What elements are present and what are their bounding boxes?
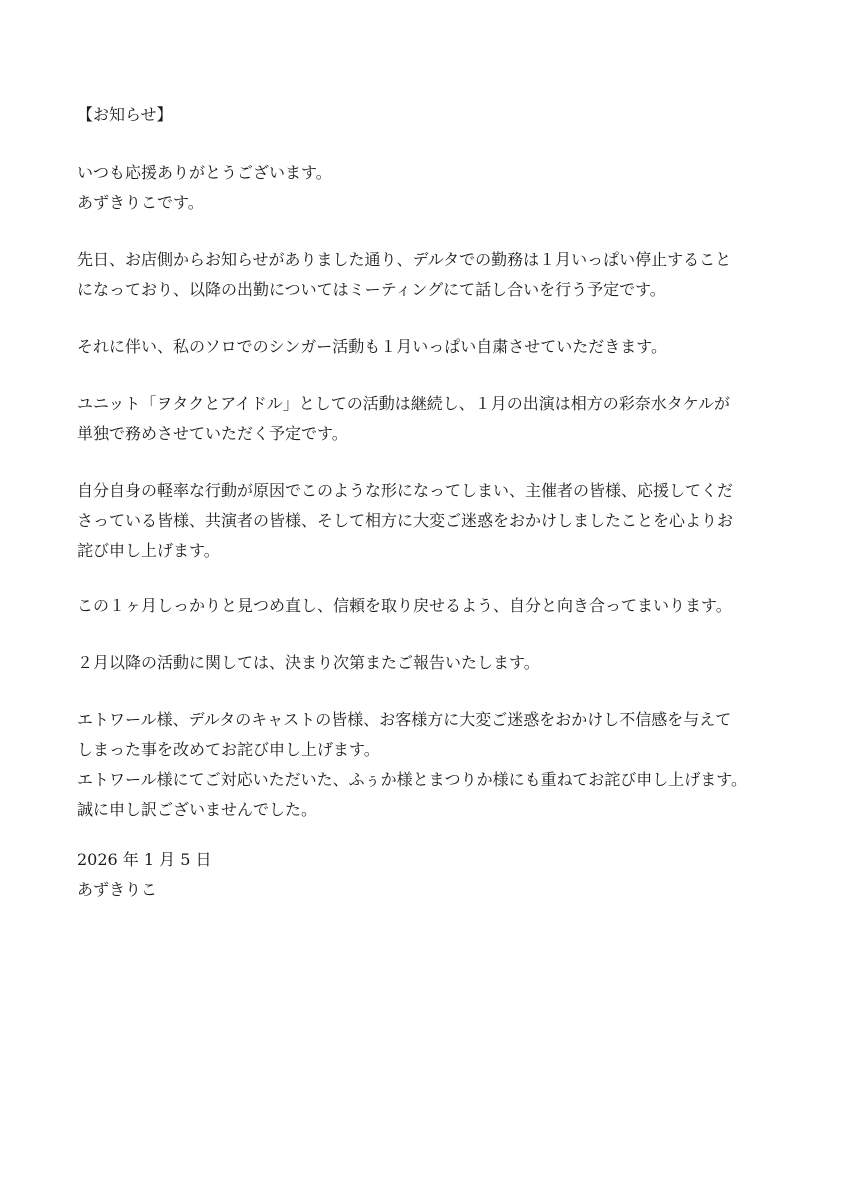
notice-heading — [77, 100, 777, 130]
paragraph-line: エトワール様にてご対応いただいた、ふぅか様とまつりか様にも重ねてお詫び申し上げます。 — [77, 770, 748, 789]
paragraph-5 — [77, 591, 777, 621]
paragraph-1 — [77, 245, 777, 305]
paragraph-line: しまった事を改めてお詫び申し上げます。 — [77, 740, 380, 759]
greeting-paragraph — [77, 158, 777, 218]
paragraph-line: それに伴い、私のソロでのシンガー活動も１月いっぱい自粛させていただきます。 — [77, 337, 668, 356]
paragraph-7 — [77, 705, 777, 825]
paragraph-4 — [77, 476, 777, 566]
paragraph-line: ２月以降の活動に関しては、決まり次第またご報告いたします。 — [77, 653, 540, 672]
notice-date: 2026 年 1 月 5 日 — [77, 850, 212, 869]
paragraph-line: 先日、お店側からお知らせがありました通り、デルタでの勤務は１月いっぱい停止すること — [77, 250, 732, 269]
paragraph-line: 詫び申し上げます。 — [77, 541, 220, 560]
paragraph-2 — [77, 332, 777, 362]
greeting-line: いつも応援ありがとうございます。 — [77, 163, 332, 182]
closing-block — [77, 845, 777, 905]
paragraph-line: さっている皆様、共演者の皆様、そして相方に大変ご迷惑をおかけしましたことを心よりお — [77, 511, 734, 530]
paragraph-line: この１ヶ月しっかりと見つめ直し、信頼を取り戻せるよう、自分と向き合ってまいります。 — [77, 596, 732, 615]
paragraph-line: になっており、以降の出勤についてはミーティングにて話し合いを行う予定です。 — [77, 280, 666, 299]
paragraph-line: 自分自身の軽率な行動が原因でこのような形になってしまい、主催者の皆様、応援してくだ — [77, 481, 734, 500]
notice-signature: あずきりこ — [77, 880, 158, 899]
paragraph-line: 誠に申し訳ございませんでした。 — [77, 800, 318, 819]
greeting-line: あずきりこです。 — [77, 193, 204, 212]
paragraph-line: エトワール様、デルタのキャストの皆様、お客様方に大変ご迷惑をおかけし不信感を与えて — [77, 710, 732, 729]
heading-line: 【お知らせ】 — [77, 105, 173, 124]
paragraph-3 — [77, 389, 777, 449]
paragraph-line: ユニット「ヲタクとアイドル」としての活動は継続し、１月の出演は相方の彩奈水タケルが — [77, 394, 730, 413]
paragraph-line: 単独で務めさせていただく予定です。 — [77, 424, 348, 443]
paragraph-6 — [77, 648, 777, 678]
